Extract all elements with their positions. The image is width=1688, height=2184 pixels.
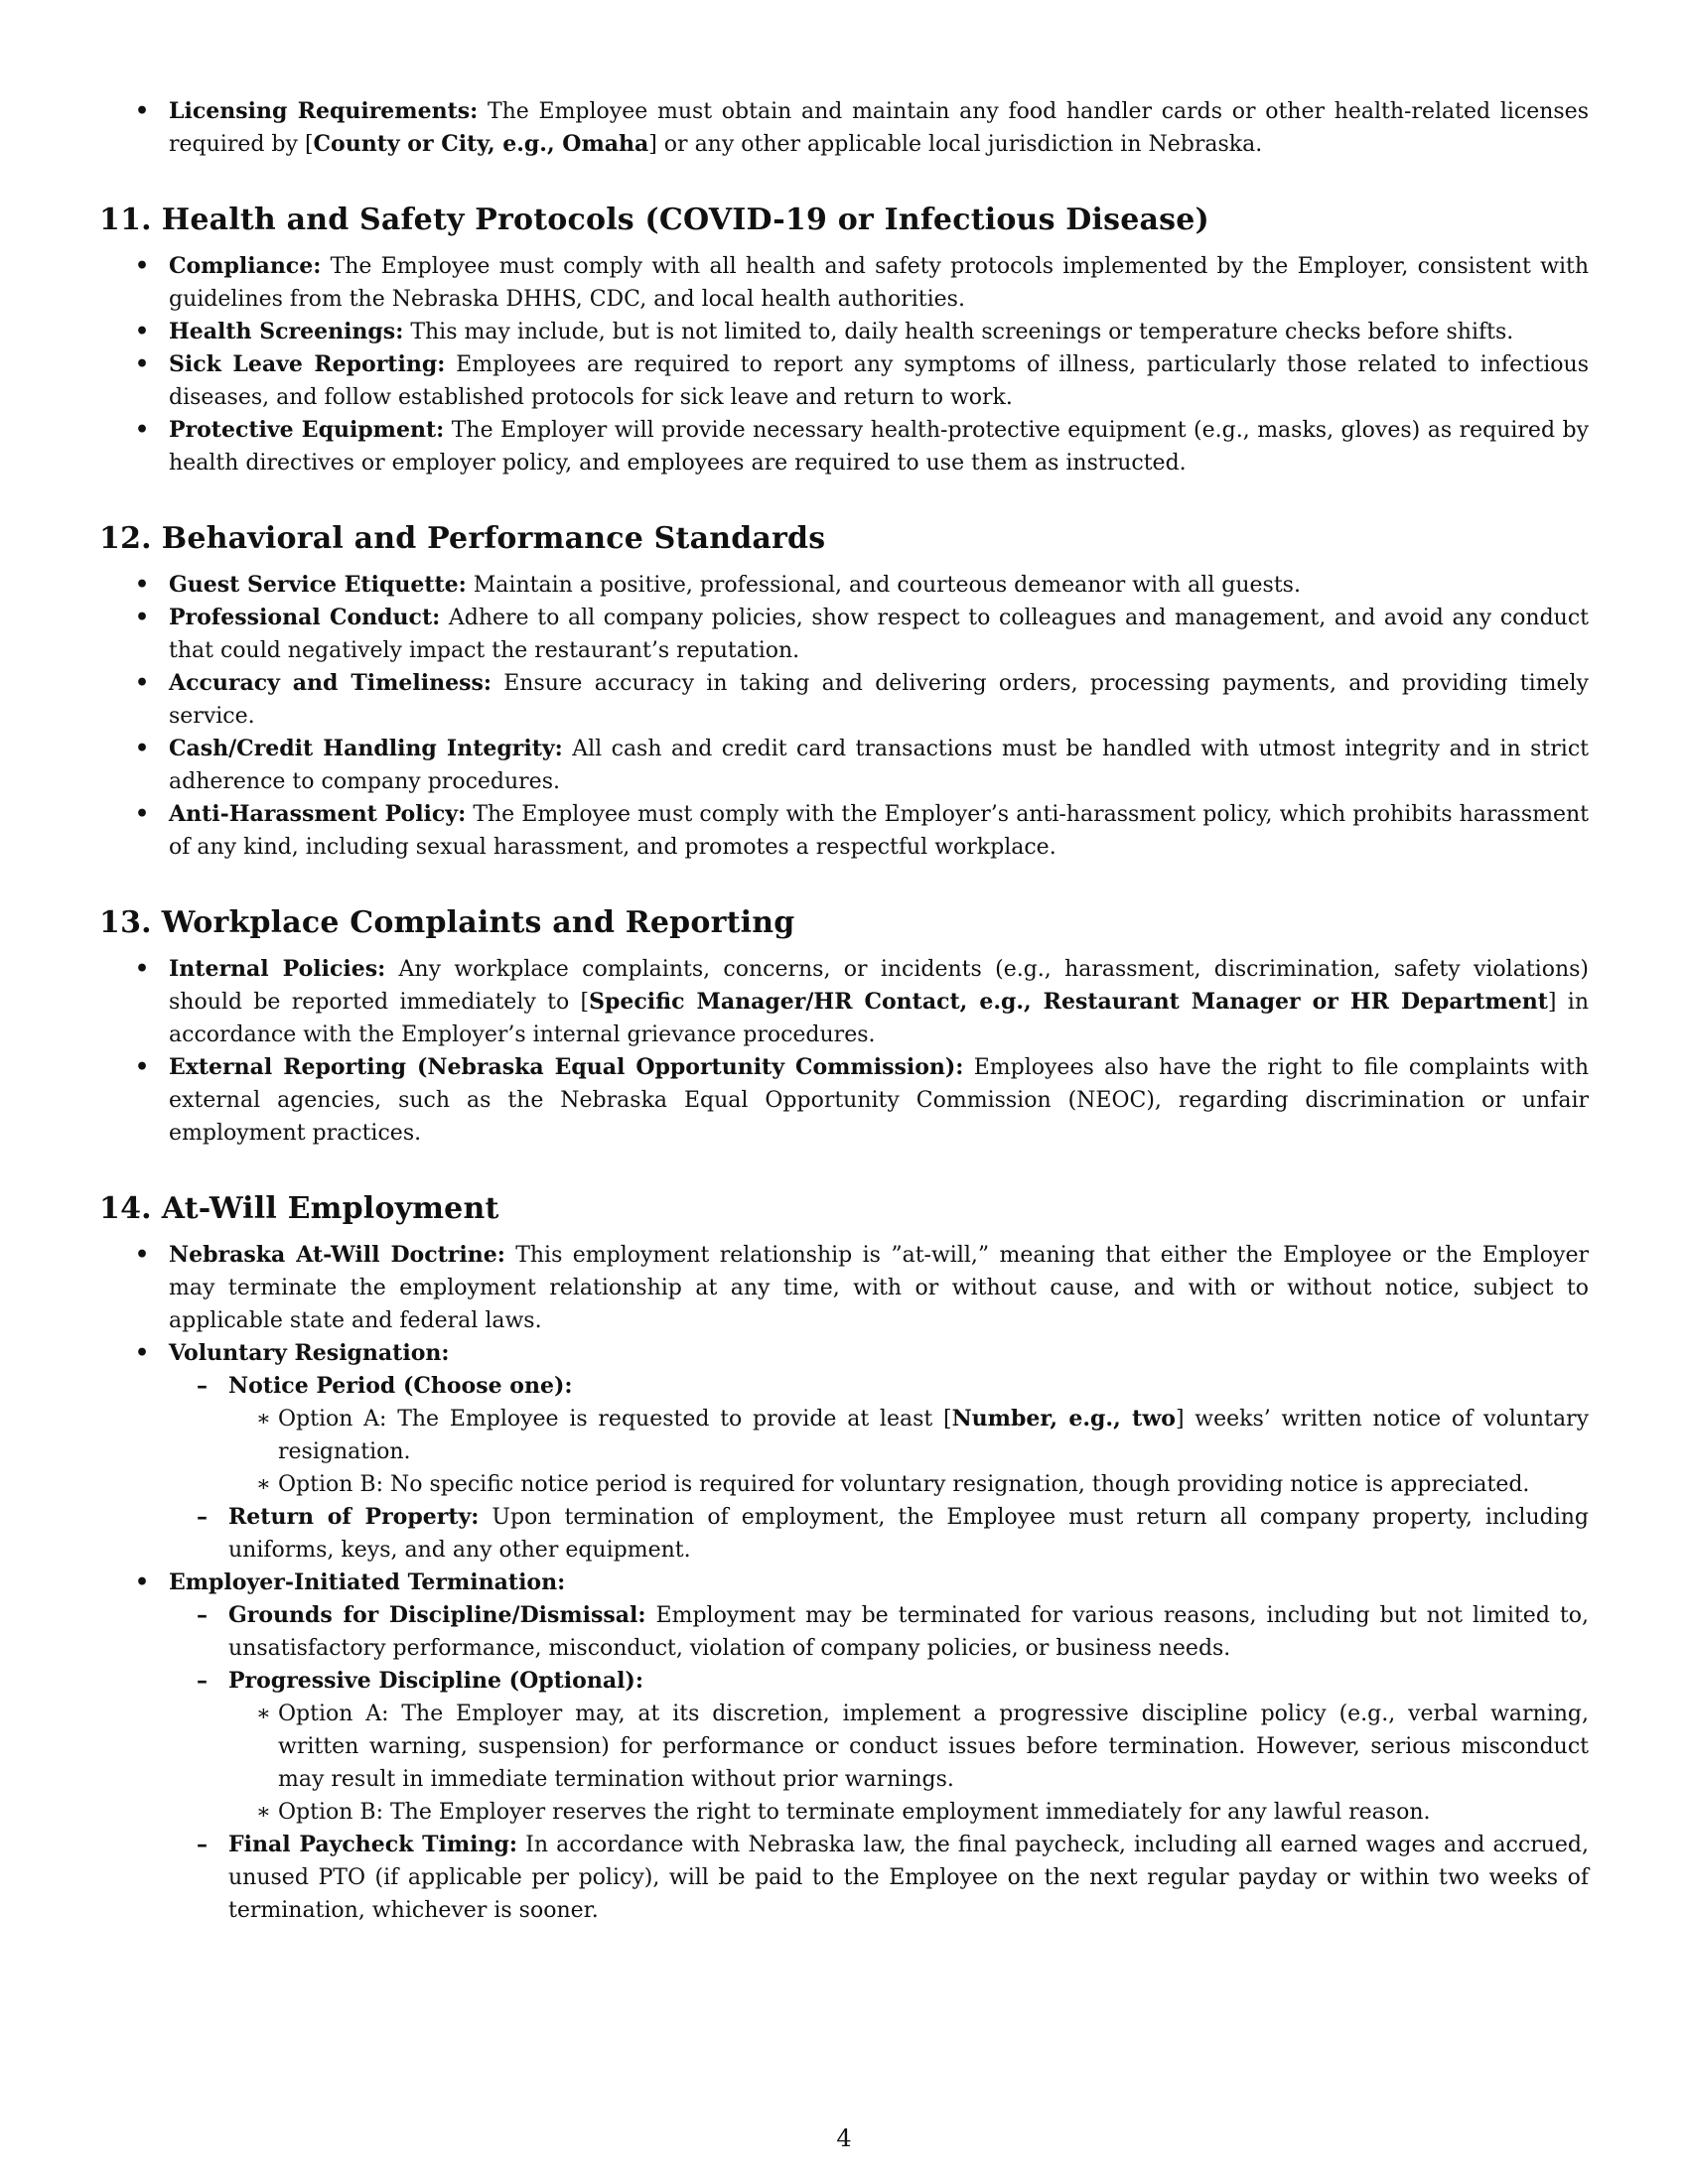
bullet-marker: • bbox=[135, 956, 150, 982]
item-lead: Sick Leave Reporting: bbox=[169, 351, 446, 377]
list-item bbox=[99, 602, 1589, 667]
section-title: Workplace Complaints and Reporting bbox=[161, 905, 795, 940]
bullet-marker: • bbox=[135, 319, 150, 344]
placeholder-text: Number, e.g., two bbox=[951, 1406, 1176, 1432]
item-lead: Compliance: bbox=[169, 253, 322, 279]
item-lead: External Reporting (Nebraska Equal Opportunity Commission): bbox=[169, 1054, 964, 1080]
item-lead: Health Screenings: bbox=[169, 319, 404, 344]
item-text: In accordance with Nebraska law, the final paycheck, including all earned wages and accrued, unused PTO (if applicable per policy), will be paid to the Employee on the next regular payday or within two weeks of termination, whichever is sooner. bbox=[228, 1833, 1589, 1923]
item-text: The Employer will provide necessary health-protective equipment (e.g., masks, gloves) as required by health directives or employer policy, and employees are required to use them as instructed. bbox=[169, 418, 1590, 476]
star-marker: ∗ bbox=[256, 1407, 271, 1432]
section-12-list bbox=[99, 569, 1589, 864]
item-lead: Progressive Discipline (Optional): bbox=[228, 1668, 643, 1694]
section-title: Behavioral and Performance Standards bbox=[161, 521, 826, 556]
star-marker: ∗ bbox=[256, 1702, 271, 1726]
sub-list bbox=[169, 1370, 1589, 1567]
item-lead: Voluntary Resignation: bbox=[169, 1340, 450, 1366]
section-13-list bbox=[99, 953, 1589, 1150]
bullet-marker: • bbox=[135, 253, 150, 279]
section-number: 13. bbox=[99, 905, 152, 940]
item-text: This employment relationship is ”at-will,” meaning that either the Employee or the Employer may terminate the employment relationship at any time, with or without cause, and with or without notice, subject to applicable state and federal laws. bbox=[169, 1243, 1589, 1333]
section-11-heading bbox=[99, 201, 1589, 240]
item-text: Option B: The Employer reserves the right to terminate employment immediately for any lawful reason. bbox=[278, 1800, 1431, 1825]
item-lead: Guest Service Etiquette: bbox=[169, 572, 467, 598]
bullet-marker: • bbox=[135, 605, 150, 630]
dash-marker: – bbox=[197, 1373, 208, 1399]
option-item bbox=[228, 1403, 1589, 1468]
item-lead: Protective Equipment: bbox=[169, 417, 445, 443]
item-text: Option A: The Employee is requested to provide at least [ bbox=[278, 1407, 952, 1432]
list-item bbox=[99, 414, 1589, 479]
sub-list-item bbox=[169, 1370, 1589, 1501]
item-text: Option B: No specific notice period is required for voluntary resignation, though providing notice is appreciated. bbox=[278, 1472, 1530, 1497]
bullet-marker: • bbox=[135, 98, 150, 124]
list-item-licensing bbox=[99, 95, 1589, 161]
bullet-marker: • bbox=[135, 670, 150, 696]
bullet-marker: • bbox=[135, 417, 150, 443]
placeholder-text: Specific Manager/HR Contact, e.g., Restaurant Manager or HR Department bbox=[589, 989, 1548, 1015]
item-lead: Internal Policies: bbox=[169, 956, 386, 982]
star-marker: ∗ bbox=[256, 1472, 271, 1497]
section-number: 11. bbox=[99, 203, 152, 237]
list-item bbox=[99, 250, 1589, 316]
sub-list bbox=[169, 1599, 1589, 1927]
list-item bbox=[99, 569, 1589, 602]
item-text: Upon termination of employment, the Employee must return all company property, including uniforms, keys, and any other equipment. bbox=[228, 1505, 1589, 1563]
item-text: Employment may be terminated for various reasons, including but not limited to, unsatisfactory performance, misconduct, violation of company policies, or business needs. bbox=[228, 1603, 1589, 1661]
bullet-marker: • bbox=[135, 1054, 150, 1080]
section-number: 12. bbox=[99, 521, 152, 556]
item-text: Employees also have the right to file complaints with external agencies, such as the Nebraska Equal Opportunity Commission (NEOC), regarding discrimination or unfair employment practices. bbox=[169, 1055, 1589, 1146]
item-lead: Nebraska At-Will Doctrine: bbox=[169, 1242, 505, 1268]
item-lead: Return of Property: bbox=[228, 1504, 480, 1530]
item-lead: Grounds for Discipline/Dismissal: bbox=[228, 1602, 646, 1628]
bullet-marker: • bbox=[135, 1340, 150, 1366]
section-11 bbox=[99, 201, 1589, 479]
section-11-list bbox=[99, 250, 1589, 479]
list-item bbox=[99, 316, 1589, 348]
section-title: Health and Safety Protocols (COVID-19 or Infectious Disease) bbox=[161, 203, 1209, 237]
list-item bbox=[99, 1239, 1589, 1337]
page-number: 4 bbox=[836, 2124, 852, 2152]
section-number: 14. bbox=[99, 1191, 152, 1226]
dash-marker: – bbox=[197, 1668, 208, 1694]
list-item bbox=[99, 1051, 1589, 1150]
bullet-marker: • bbox=[135, 1242, 150, 1268]
item-text: The Employee must comply with the Employer’s anti-harassment policy, which prohibits harassment of any kind, including sexual harassment, and promotes a respectful workplace. bbox=[169, 802, 1590, 860]
bullet-marker: • bbox=[135, 351, 150, 377]
bullet-marker: • bbox=[135, 1570, 150, 1595]
item-lead: Notice Period (Choose one): bbox=[228, 1373, 573, 1399]
section-13-heading bbox=[99, 903, 1589, 943]
option-item bbox=[228, 1468, 1589, 1501]
item-text: All cash and credit card transactions must be handled with utmost integrity and in strict adherence to company procedures. bbox=[169, 737, 1589, 794]
item-lead: Final Paycheck Timing: bbox=[228, 1832, 518, 1857]
item-text: Option A: The Employer may, at its discretion, implement a progressive discipline policy (e.g., verbal warning, written warning, suspension) for performance or conduct issues before termination. However, serious misconduct may result in immediate termination without prior warnings. bbox=[278, 1702, 1589, 1792]
list-item bbox=[99, 1337, 1589, 1567]
list-item bbox=[99, 1567, 1589, 1927]
sub-list-item bbox=[169, 1599, 1589, 1665]
list-item bbox=[99, 798, 1589, 864]
document-page bbox=[99, 95, 1589, 1927]
bullet-marker: • bbox=[135, 801, 150, 827]
bullet-marker: • bbox=[135, 736, 150, 761]
option-list bbox=[228, 1698, 1589, 1829]
item-text: Maintain a positive, professional, and courteous demeanor with all guests. bbox=[466, 573, 1301, 598]
list-item bbox=[99, 953, 1589, 1051]
option-item bbox=[228, 1698, 1589, 1796]
item-text: ] in accordance with the Employer’s internal grievance procedures. bbox=[169, 990, 1589, 1047]
section-12 bbox=[99, 519, 1589, 864]
item-text: ] weeks’ written notice of voluntary resignation. bbox=[278, 1407, 1590, 1464]
sub-list-item bbox=[169, 1501, 1589, 1567]
item-lead: Anti-Harassment Policy: bbox=[169, 801, 467, 827]
section-13 bbox=[99, 903, 1589, 1150]
item-lead: Accuracy and Timeliness: bbox=[169, 670, 492, 696]
item-lead: Employer-Initiated Termination: bbox=[169, 1570, 566, 1595]
list-item bbox=[99, 667, 1589, 733]
section-12-heading bbox=[99, 519, 1589, 559]
dash-marker: – bbox=[197, 1832, 208, 1857]
section-14-heading bbox=[99, 1189, 1589, 1229]
item-text: Ensure accuracy in taking and delivering orders, processing payments, and providing timely service. bbox=[169, 671, 1589, 729]
item-lead: Professional Conduct: bbox=[169, 605, 441, 630]
section-14-list bbox=[99, 1239, 1589, 1927]
section-title: At-Will Employment bbox=[161, 1191, 499, 1226]
item-text: The Employee must obtain and maintain any food handler cards or other health-related licenses required by [ bbox=[169, 99, 1589, 157]
item-text: This may include, but is not limited to, daily health screenings or temperature checks before shifts. bbox=[403, 320, 1514, 344]
intro-list bbox=[99, 95, 1589, 161]
list-item bbox=[99, 348, 1589, 414]
option-item bbox=[228, 1796, 1589, 1829]
sub-list-item bbox=[169, 1829, 1589, 1927]
item-text: Any workplace complaints, concerns, or incidents (e.g., harassment, discrimination, safety violations) should be reported immediately to [ bbox=[169, 957, 1589, 1015]
item-text: The Employee must comply with all health and safety protocols implemented by the Employer, consistent with guidelines from the Nebraska DHHS, CDC, and local health authorities. bbox=[169, 254, 1589, 312]
dash-marker: – bbox=[197, 1602, 208, 1628]
item-text: Employees are required to report any symptoms of illness, particularly those related to infectious diseases, and follow established protocols for sick leave and return to work. bbox=[169, 352, 1589, 410]
placeholder-text: County or City, e.g., Omaha bbox=[313, 131, 649, 157]
list-item bbox=[99, 733, 1589, 798]
item-lead: Cash/Credit Handling Integrity: bbox=[169, 736, 563, 761]
sub-list-item bbox=[169, 1665, 1589, 1829]
dash-marker: – bbox=[197, 1504, 208, 1530]
section-14 bbox=[99, 1189, 1589, 1927]
option-list bbox=[228, 1403, 1589, 1501]
item-text: ] or any other applicable local jurisdiction in Nebraska. bbox=[648, 132, 1263, 157]
bullet-marker: • bbox=[135, 572, 150, 598]
star-marker: ∗ bbox=[256, 1800, 271, 1825]
item-lead: Licensing Requirements: bbox=[169, 98, 479, 124]
item-text: Adhere to all company policies, show respect to colleagues and management, and avoid any conduct that could negatively impact the restaurant’s reputation. bbox=[169, 606, 1589, 663]
